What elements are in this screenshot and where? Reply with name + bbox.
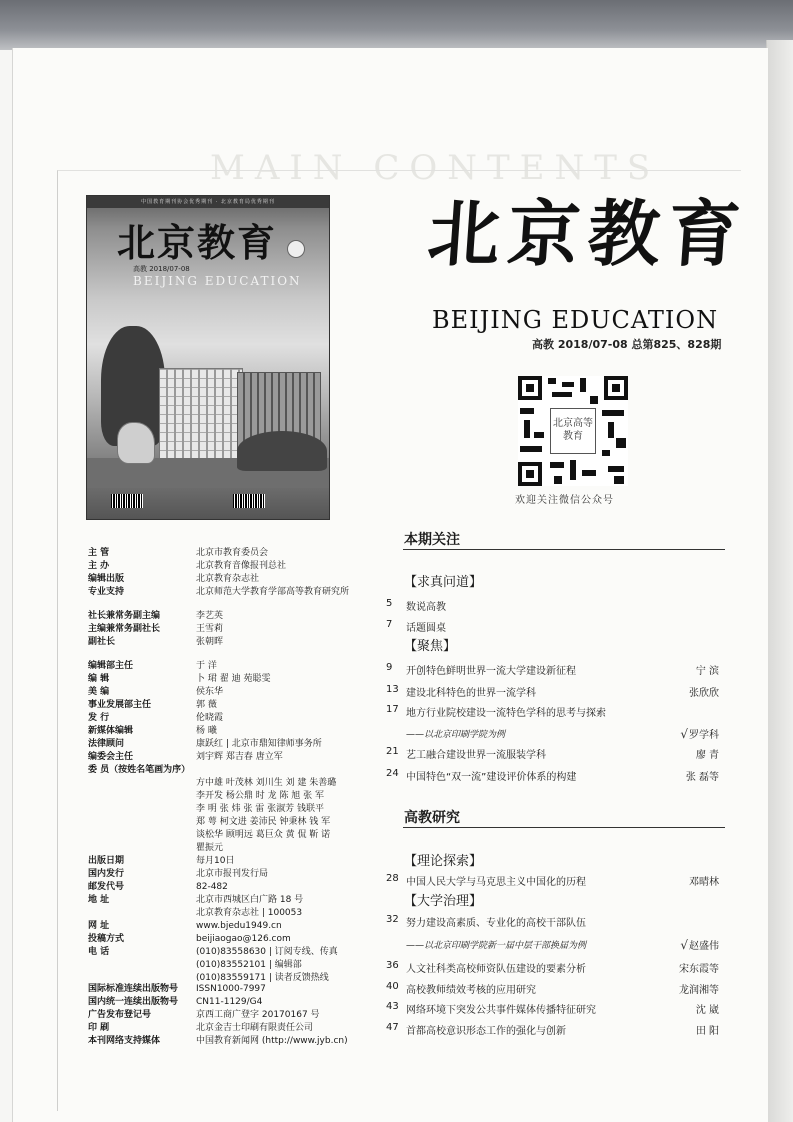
info-value: 瞿振元 <box>196 843 224 853</box>
info-value: 北京教育杂志社 <box>196 574 260 584</box>
qr-finder <box>604 376 628 400</box>
qr-module <box>520 408 534 414</box>
info-value: 北京师范大学教育学部高等教育研究所 <box>196 587 350 597</box>
section-heading: 本期关注 <box>404 532 460 548</box>
qr-module <box>534 432 544 438</box>
qr-module <box>552 392 572 397</box>
article-author <box>680 937 719 952</box>
info-value: 北京教育杂志社 | 100053 <box>196 908 303 918</box>
article-subtitle: ——以北京印刷学院新一届中层干部换届为例 <box>406 941 587 951</box>
qr-center-logo: 北京高等教育 <box>550 408 596 454</box>
info-value: ISSN1000-7997 <box>196 984 266 994</box>
article-title[interactable]: 网络环境下突发公共事件媒体传播特征研究 <box>406 1005 596 1016</box>
info-link[interactable]: beijiaogao@126.com <box>196 934 291 944</box>
author-name: 沈 崴 <box>695 1005 719 1016</box>
info-label: 印 刷 <box>88 1023 110 1033</box>
qr-module <box>590 396 598 404</box>
category-heading: 【理论探索】 <box>404 854 483 869</box>
author-name: 廖 青 <box>695 750 719 761</box>
info-label: 发 行 <box>88 713 110 723</box>
masthead-english: BEIJING EDUCATION <box>432 306 719 334</box>
cover-top-line: 中国教育期刊协会优秀期刊 · 北京教育局优秀期刊 <box>87 196 329 208</box>
article-title[interactable]: 建设北科特色的世界一流学科 <box>406 688 536 699</box>
info-label: 编 辑 <box>88 674 110 684</box>
qr-module <box>614 476 624 484</box>
article-subtitle: ——以北京印刷学院为例 <box>406 730 506 740</box>
qr-code-icon[interactable] <box>518 376 628 486</box>
article-author <box>686 768 719 783</box>
cover-english-title: BEIJING EDUCATION <box>133 274 302 288</box>
author-name: 龙润湘等 <box>679 985 719 996</box>
info-value: 82-482 <box>196 882 228 892</box>
author-name: 邓晴林 <box>689 877 719 888</box>
article-title[interactable]: 话题圆桌 <box>406 623 446 634</box>
qr-module <box>554 476 562 484</box>
qr-module <box>608 466 624 472</box>
page-number: 13 <box>386 684 399 695</box>
qr-module <box>580 378 586 392</box>
info-value: 刘宇辉 郑吉春 唐立军 <box>196 752 283 762</box>
section-heading: 高教研究 <box>404 810 460 826</box>
cover-stone-icon <box>117 422 155 464</box>
page-number: 21 <box>386 746 399 757</box>
masthead-logo: 北京教育 <box>425 191 752 276</box>
info-label: 主编兼常务副社长 <box>88 624 161 634</box>
section-rule <box>403 827 725 828</box>
page-number: 47 <box>386 1022 399 1033</box>
qr-finder <box>518 462 542 486</box>
article-author <box>679 960 719 975</box>
article-author <box>689 873 719 888</box>
category-heading: 【聚焦】 <box>404 639 457 654</box>
info-label: 本刊网络支持媒体 <box>88 1036 161 1046</box>
author-name: 罗学科 <box>689 730 719 741</box>
barcode-icon <box>233 494 265 508</box>
checkmark-icon: √ <box>680 727 688 741</box>
article-title[interactable]: 数说高教 <box>406 602 446 613</box>
info-value: 李开发 杨公鼎 时 龙 陈 旭 张 军 <box>196 791 325 801</box>
article-title[interactable]: 开创特色鲜明世界一流大学建设新征程 <box>406 666 576 677</box>
qr-module <box>616 438 626 448</box>
info-link[interactable]: 中国教育新闻网 (http://www.jyb.cn) <box>196 1036 348 1046</box>
page-number: 7 <box>386 619 393 630</box>
author-name: 田 阳 <box>695 1026 719 1037</box>
info-value: 李艺英 <box>196 611 224 621</box>
qr-module <box>608 422 614 438</box>
info-value: 郑 萼 柯文进 姜沛民 钟秉林 钱 军 <box>196 817 331 827</box>
info-value: 侯东华 <box>196 687 224 697</box>
info-label: 主 管 <box>88 548 110 558</box>
info-label: 编委会主任 <box>88 752 134 762</box>
info-value: 张朝晖 <box>196 637 224 647</box>
page-number: 24 <box>386 768 399 779</box>
scanner-right-edge <box>766 40 793 1122</box>
article-title[interactable]: 中国人民大学与马克思主义中国化的历程 <box>406 877 586 888</box>
qr-module <box>548 378 556 384</box>
qr-finder <box>518 376 542 400</box>
info-label: 主 办 <box>88 561 110 571</box>
article-author <box>679 981 719 996</box>
info-value: 京西工商广登字 20170167 号 <box>196 1010 320 1020</box>
info-value: (010)83558630 | 订阅专线、传真 <box>196 947 338 957</box>
info-label: 美 编 <box>88 687 110 697</box>
qr-module <box>520 446 542 452</box>
article-title[interactable]: 人文社科类高校师资队伍建设的要素分析 <box>406 964 586 975</box>
author-name: 宁 滨 <box>695 666 719 677</box>
info-label: 投稿方式 <box>88 934 125 944</box>
info-label: 法律顾问 <box>88 739 125 749</box>
info-label: 国内统一连续出版物号 <box>88 997 179 1007</box>
info-label: 副社长 <box>88 637 116 647</box>
info-label: 地 址 <box>88 895 110 905</box>
info-link[interactable]: www.bjedu1949.cn <box>196 921 282 931</box>
info-value: 王雪莉 <box>196 624 224 634</box>
page-number: 43 <box>386 1001 399 1012</box>
barcode-icon <box>111 494 143 508</box>
info-value: 于 洋 <box>196 661 217 671</box>
author-name: 宋东霞等 <box>679 964 719 975</box>
author-name: 张欣欣 <box>689 688 719 699</box>
article-title[interactable]: 艺工融合建设世界一流服装学科 <box>406 750 546 761</box>
info-value: 北京金吉士印刷有限责任公司 <box>196 1023 314 1033</box>
cover-badge-icon <box>287 240 305 258</box>
info-value: 北京市教育委员会 <box>196 548 269 558</box>
issue-number: 高教 2018/07-08 总第825、828期 <box>532 338 722 351</box>
article-author <box>696 746 719 761</box>
scanner-top-edge <box>0 0 793 50</box>
page-number: 28 <box>386 873 399 884</box>
article-title[interactable]: 首都高校意识形态工作的强化与创新 <box>406 1026 566 1037</box>
article-author <box>680 726 719 741</box>
article-title[interactable]: 中国特色“双一流”建设评价体系的构建 <box>406 772 577 783</box>
info-label: 国内发行 <box>88 869 125 879</box>
info-value: 北京市报刊发行局 <box>196 869 269 879</box>
bleed-through-text: MAIN CONTENTS <box>210 148 661 188</box>
cover-building-left <box>159 368 243 460</box>
info-value: 伦晓霞 <box>196 713 224 723</box>
info-value: 卜 珺 翟 迪 苑聪雯 <box>196 674 271 684</box>
page-number: 36 <box>386 960 399 971</box>
cover-shrubs <box>237 431 327 471</box>
qr-module <box>570 460 576 480</box>
cover-logo: 北京教育 <box>117 220 278 265</box>
article-author <box>696 1001 719 1016</box>
article-title[interactable]: 高校教师绩效考核的应用研究 <box>406 985 536 996</box>
info-label: 社长兼常务副主编 <box>88 611 161 621</box>
qr-caption: 欢迎关注微信公众号 <box>515 495 614 506</box>
checkmark-icon: √ <box>680 938 688 952</box>
info-value: 郭 薇 <box>196 700 217 710</box>
info-label: 编辑出版 <box>88 574 125 584</box>
info-value: 北京市西城区白广路 18 号 <box>196 895 304 905</box>
article-title[interactable]: 地方行业院校建设一流特色学科的思考与探索 <box>406 708 606 719</box>
info-label: 广告发布登记号 <box>88 1010 152 1020</box>
info-label: 邮发代号 <box>88 882 125 892</box>
qr-module <box>602 450 610 456</box>
category-heading: 【大学治理】 <box>404 894 483 909</box>
page-number: 40 <box>386 981 399 992</box>
qr-module <box>602 410 624 416</box>
info-label: 专业支持 <box>88 587 125 597</box>
info-label: 网 址 <box>88 921 110 931</box>
cover-image <box>86 195 330 520</box>
info-value: CN11-1129/G4 <box>196 997 263 1007</box>
qr-module <box>562 382 574 387</box>
article-author <box>696 662 719 677</box>
section-rule <box>403 549 725 550</box>
info-value: 北京教育音像报刊总社 <box>196 561 287 571</box>
info-value: 李 明 张 炜 张 雷 张淑芳 钱联平 <box>196 804 325 814</box>
author-name: 张 磊等 <box>685 772 719 783</box>
info-label: 新媒体编辑 <box>88 726 134 736</box>
qr-module <box>524 420 530 438</box>
info-label: 委 员（按姓名笔画为序） <box>88 765 191 775</box>
info-value: (010)83552101 | 编辑部 <box>196 960 302 970</box>
info-value: (010)83559171 | 读者反馈热线 <box>196 973 329 983</box>
info-value: 每月10日 <box>196 856 235 866</box>
info-label: 编辑部主任 <box>88 661 134 671</box>
qr-module <box>550 462 564 468</box>
qr-module <box>582 470 596 476</box>
cover-issue: 高教 2018/07-08 <box>133 265 190 273</box>
info-value: 杨 曦 <box>196 726 217 736</box>
page-number: 5 <box>386 598 393 609</box>
info-label: 电 话 <box>88 947 110 957</box>
article-title[interactable]: 努力建设高素质、专业化的高校干部队伍 <box>406 918 586 929</box>
article-author <box>689 684 719 699</box>
page-number: 17 <box>386 704 399 715</box>
info-label: 出版日期 <box>88 856 125 866</box>
info-label: 国际标准连续出版物号 <box>88 984 179 994</box>
page-number: 9 <box>386 662 393 673</box>
article-author <box>696 1022 719 1037</box>
info-value: 方中雄 叶茂林 刘川生 刘 建 朱善璐 <box>196 778 337 788</box>
author-name: 赵盛伟 <box>689 941 719 952</box>
info-label: 事业发展部主任 <box>88 700 152 710</box>
page-number: 32 <box>386 914 399 925</box>
info-value: 康跃红 | 北京市鼎知律师事务所 <box>196 739 322 749</box>
info-value: 谈松华 顾明远 葛巨众 黄 侃 靳 诺 <box>196 830 331 840</box>
category-heading: 【求真问道】 <box>404 575 483 590</box>
